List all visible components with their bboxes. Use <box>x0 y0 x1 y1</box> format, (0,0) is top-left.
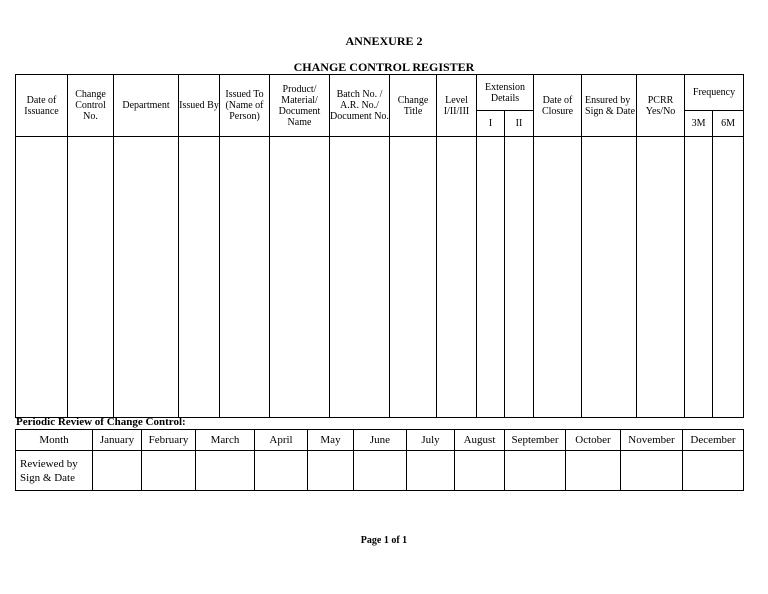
header-change-title: Change Title <box>390 75 437 137</box>
register-cell[interactable] <box>637 137 685 418</box>
review-sign-cell[interactable] <box>255 451 308 491</box>
month-october: October <box>566 430 621 451</box>
header-date-of-closure: Date of Closure <box>534 75 582 137</box>
review-sign-cell[interactable] <box>621 451 683 491</box>
review-sign-cell[interactable] <box>455 451 505 491</box>
month-april: April <box>255 430 308 451</box>
month-february: February <box>142 430 196 451</box>
periodic-review-table <box>15 429 744 491</box>
review-sign-cell[interactable] <box>683 451 744 491</box>
register-cell[interactable] <box>713 137 744 418</box>
register-cell[interactable] <box>68 137 114 418</box>
register-cell[interactable] <box>220 137 270 418</box>
change-control-register-table <box>15 74 744 418</box>
page-number: Page 1 of 1 <box>360 535 408 546</box>
register-cell[interactable] <box>437 137 477 418</box>
month-september: September <box>505 430 566 451</box>
review-sign-cell[interactable] <box>142 451 196 491</box>
header-issued-to: Issued To (Name of Person) <box>220 75 270 137</box>
month-label: Month <box>16 430 93 451</box>
header-frequency-3m: 3M <box>685 111 713 137</box>
review-sign-cell[interactable] <box>93 451 142 491</box>
register-cell[interactable] <box>534 137 582 418</box>
review-sign-cell[interactable] <box>354 451 407 491</box>
month-january: January <box>93 430 142 451</box>
header-product: Product/ Material/ Document Name <box>270 75 330 137</box>
review-sign-cell[interactable] <box>566 451 621 491</box>
month-august: August <box>455 430 505 451</box>
month-july: July <box>407 430 455 451</box>
header-change-control-no: Change Control No. <box>68 75 114 137</box>
register-cell[interactable] <box>582 137 637 418</box>
header-batch-no: Batch No. / A.R. No./ Document No. <box>330 75 390 137</box>
header-extension-i: I <box>477 111 505 137</box>
header-ensured-by: Ensured by Sign & Date <box>582 75 637 137</box>
header-extension-ii: II <box>505 111 534 137</box>
review-sign-cell[interactable] <box>308 451 354 491</box>
register-cell[interactable] <box>477 137 505 418</box>
header-date-of-issuance: Date of Issuance <box>16 75 68 137</box>
register-cell[interactable] <box>114 137 179 418</box>
month-november: November <box>621 430 683 451</box>
register-cell[interactable] <box>390 137 437 418</box>
review-sign-cell[interactable] <box>196 451 255 491</box>
header-issued-by: Issued By <box>179 75 220 137</box>
register-entry-row <box>16 137 744 418</box>
header-frequency-6m: 6M <box>713 111 744 137</box>
month-june: June <box>354 430 407 451</box>
header-department: Department <box>114 75 179 137</box>
month-may: May <box>308 430 354 451</box>
header-pcrr: PCRR Yes/No <box>637 75 685 137</box>
month-december: December <box>683 430 744 451</box>
header-level: Level I/II/III <box>437 75 477 137</box>
header-extension-details: Extension Details <box>477 75 534 111</box>
review-sign-cell[interactable] <box>407 451 455 491</box>
register-cell[interactable] <box>505 137 534 418</box>
annexure-label: ANNEXURE 2 <box>345 34 423 48</box>
periodic-review-title: Periodic Review of Change Control: <box>16 416 186 428</box>
register-cell[interactable] <box>16 137 68 418</box>
month-march: March <box>196 430 255 451</box>
register-cell[interactable] <box>685 137 713 418</box>
header-frequency: Frequency <box>685 75 744 111</box>
reviewed-by-label: Reviewed by Sign & Date <box>16 451 93 491</box>
register-title: CHANGE CONTROL REGISTER <box>293 60 475 74</box>
review-sign-cell[interactable] <box>505 451 566 491</box>
register-cell[interactable] <box>330 137 390 418</box>
register-cell[interactable] <box>270 137 330 418</box>
register-cell[interactable] <box>179 137 220 418</box>
